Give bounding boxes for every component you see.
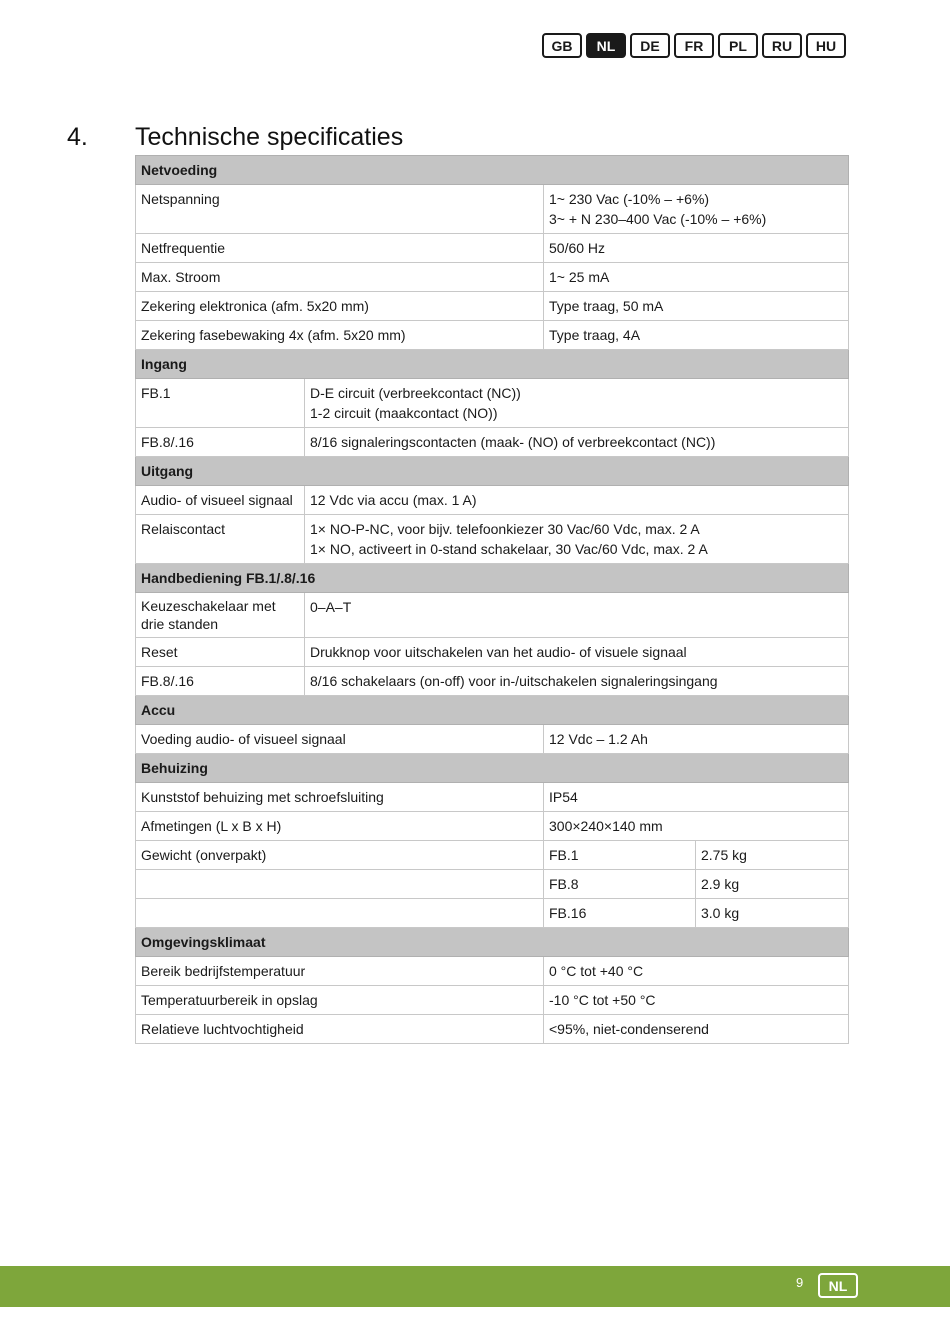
spec-label: Audio- of visueel signaal bbox=[136, 486, 305, 515]
spec-value: 12 Vdc via accu (max. 1 A) bbox=[305, 486, 849, 515]
weight-model: FB.1 bbox=[544, 841, 696, 870]
table-row bbox=[136, 321, 849, 350]
spec-label: FB.8/.16 bbox=[136, 667, 305, 696]
spec-value-line: D-E circuit (verbreekcontact (NC)) bbox=[310, 385, 521, 401]
spec-value: -10 °C tot +50 °C bbox=[544, 986, 849, 1015]
spec-value: 8/16 schakelaars (on-off) voor in-/uitschakelen signaleringsingang bbox=[305, 667, 849, 696]
section-row-uitgang bbox=[136, 457, 849, 486]
section-header: Handbediening FB.1/.8/.16 bbox=[136, 564, 849, 593]
table-row bbox=[136, 957, 849, 986]
spec-label: Bereik bedrijfstemperatuur bbox=[136, 957, 544, 986]
table-row bbox=[136, 841, 849, 870]
lang-tab-gb[interactable]: GB bbox=[542, 33, 582, 58]
table-row bbox=[136, 986, 849, 1015]
spec-value: 8/16 signaleringscontacten (maak- (NO) of verbreekcontact (NC)) bbox=[305, 428, 849, 457]
lang-tab-de[interactable]: DE bbox=[630, 33, 670, 58]
table-row bbox=[136, 725, 849, 754]
section-number: 4. bbox=[67, 122, 88, 151]
table-row bbox=[136, 870, 849, 899]
spec-value bbox=[305, 379, 849, 428]
spec-value-line: 1× NO, activeert in 0-stand schakelaar, 30 Vac/60 Vdc, max. 2 A bbox=[310, 541, 708, 557]
spec-value-line: 1~ 230 Vac (-10% – +6%) bbox=[549, 191, 710, 207]
section-row-omgeving bbox=[136, 928, 849, 957]
table-row bbox=[136, 515, 849, 564]
spec-label: Netfrequentie bbox=[136, 234, 544, 263]
spec-label: Gewicht (onverpakt) bbox=[136, 841, 544, 870]
section-header: Accu bbox=[136, 696, 849, 725]
lang-tab-pl[interactable]: PL bbox=[718, 33, 758, 58]
section-header: Ingang bbox=[136, 350, 849, 379]
section-row-accu bbox=[136, 696, 849, 725]
section-header: Behuizing bbox=[136, 754, 849, 783]
spec-label: Voeding audio- of visueel signaal bbox=[136, 725, 544, 754]
spec-value: Type traag, 50 mA bbox=[544, 292, 849, 321]
footer-language-badge: NL bbox=[818, 1273, 858, 1298]
lang-tab-hu[interactable]: HU bbox=[806, 33, 846, 58]
specifications-table bbox=[135, 155, 849, 1044]
table-row bbox=[136, 234, 849, 263]
weight-model: FB.16 bbox=[544, 899, 696, 928]
spec-value bbox=[544, 185, 849, 234]
table-row bbox=[136, 899, 849, 928]
table-row bbox=[136, 593, 849, 638]
lang-tab-nl[interactable]: NL bbox=[586, 33, 626, 58]
spec-value: 50/60 Hz bbox=[544, 234, 849, 263]
empty-cell bbox=[136, 899, 544, 928]
table-row bbox=[136, 638, 849, 667]
spec-value-line: 1× NO-P-NC, voor bijv. telefoonkiezer 30 Vac/60 Vdc, max. 2 A bbox=[310, 521, 700, 537]
spec-value-line: 1-2 circuit (maakcontact (NO)) bbox=[310, 405, 498, 421]
table-row bbox=[136, 292, 849, 321]
table-row bbox=[136, 263, 849, 292]
section-title: Technische specificaties bbox=[135, 122, 404, 151]
spec-value: 0–A–T bbox=[305, 593, 849, 638]
page-number: 9 bbox=[796, 1275, 804, 1290]
table-row bbox=[136, 185, 849, 234]
lang-tab-ru[interactable]: RU bbox=[762, 33, 802, 58]
spec-value: IP54 bbox=[544, 783, 849, 812]
spec-label: Keuzeschakelaar met drie standen bbox=[136, 593, 305, 638]
spec-label: Reset bbox=[136, 638, 305, 667]
spec-label: Kunststof behuizing met schroefsluiting bbox=[136, 783, 544, 812]
spec-label: Netspanning bbox=[136, 185, 544, 234]
spec-value: Drukknop voor uitschakelen van het audio- of visuele signaal bbox=[305, 638, 849, 667]
weight-value: 3.0 kg bbox=[696, 899, 849, 928]
spec-label: Zekering fasebewaking 4x (afm. 5x20 mm) bbox=[136, 321, 544, 350]
spec-value: <95%, niet-condenserend bbox=[544, 1015, 849, 1044]
weight-value: 2.75 kg bbox=[696, 841, 849, 870]
section-header: Uitgang bbox=[136, 457, 849, 486]
lang-tab-fr[interactable]: FR bbox=[674, 33, 714, 58]
section-row-netvoeding bbox=[136, 156, 849, 185]
section-row-ingang bbox=[136, 350, 849, 379]
spec-label: FB.1 bbox=[136, 379, 305, 428]
section-row-handbediening bbox=[136, 564, 849, 593]
spec-label: Temperatuurbereik in opslag bbox=[136, 986, 544, 1015]
spec-label: Afmetingen (L x B x H) bbox=[136, 812, 544, 841]
spec-value: Type traag, 4A bbox=[544, 321, 849, 350]
spec-label: Max. Stroom bbox=[136, 263, 544, 292]
section-header: Netvoeding bbox=[136, 156, 849, 185]
language-selector bbox=[542, 33, 846, 58]
table-row bbox=[136, 1015, 849, 1044]
spec-value-line: 3~ + N 230–400 Vac (-10% – +6%) bbox=[549, 211, 767, 227]
page-title bbox=[67, 123, 403, 152]
weight-value: 2.9 kg bbox=[696, 870, 849, 899]
page-footer bbox=[0, 1266, 950, 1307]
section-header: Omgevingsklimaat bbox=[136, 928, 849, 957]
table-row bbox=[136, 486, 849, 515]
spec-label: Zekering elektronica (afm. 5x20 mm) bbox=[136, 292, 544, 321]
section-row-behuizing bbox=[136, 754, 849, 783]
spec-label: FB.8/.16 bbox=[136, 428, 305, 457]
table-row bbox=[136, 812, 849, 841]
spec-value bbox=[305, 515, 849, 564]
spec-value: 1~ 25 mA bbox=[544, 263, 849, 292]
spec-value: 0 °C tot +40 °C bbox=[544, 957, 849, 986]
empty-cell bbox=[136, 870, 544, 899]
table-row bbox=[136, 428, 849, 457]
table-row bbox=[136, 783, 849, 812]
table-row bbox=[136, 667, 849, 696]
weight-model: FB.8 bbox=[544, 870, 696, 899]
spec-value: 12 Vdc – 1.2 Ah bbox=[544, 725, 849, 754]
table-row bbox=[136, 379, 849, 428]
spec-label: Relatieve luchtvochtigheid bbox=[136, 1015, 544, 1044]
spec-value: 300×240×140 mm bbox=[544, 812, 849, 841]
spec-label: Relaiscontact bbox=[136, 515, 305, 564]
